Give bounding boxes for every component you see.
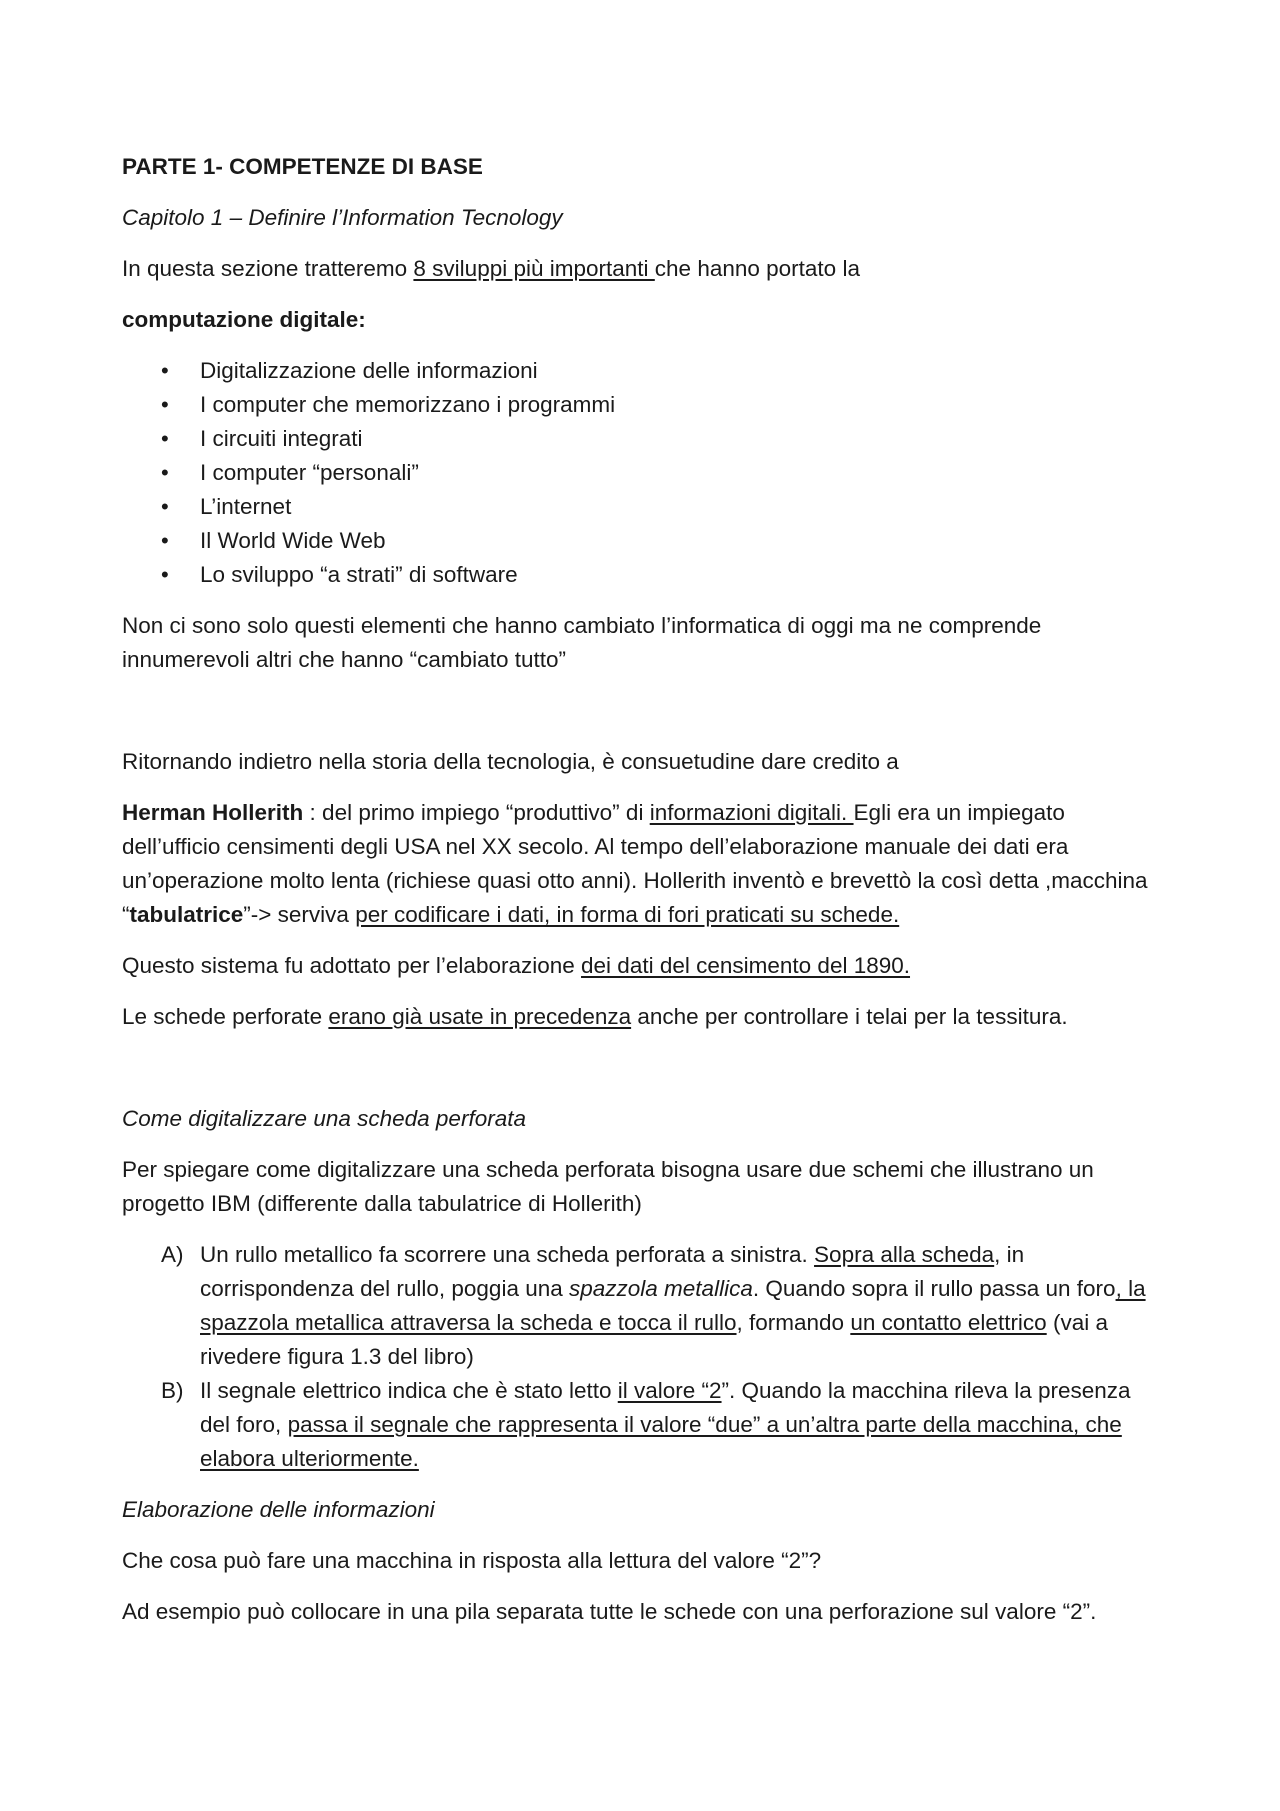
cards-text-1: Le schede perforate	[122, 1004, 329, 1029]
hollerith-underline-2: per codificare i dati, in forma di fori praticati su schede.	[355, 902, 900, 927]
step-a-text-5: (vai a rivedere figura 1.3 del libro)	[200, 1310, 1108, 1369]
step-b-underline-1: il valore “2	[617, 1378, 722, 1403]
step-a-underline-2: , la spazzola metallica attraversa la scheda e tocca il rullo	[200, 1276, 1146, 1335]
cards-underline-1: erano già usate in precedenza	[328, 1004, 632, 1029]
intro-bold-line: computazione digitale:	[122, 307, 366, 332]
changes-paragraph: Non ci sono solo questi elementi che hanno cambiato l’informatica di oggi ma ne comprende innumerevoli altri che hanno “cambiato tutto”	[122, 613, 1042, 672]
list-item: • Digitalizzazione delle informazioni	[122, 354, 1162, 388]
blank-line	[122, 694, 1162, 745]
section-subtitle-processing: Elaborazione delle informazioni	[122, 1497, 435, 1522]
step-a-text-1: Un rullo metallico fa scorrere una scheda perforata a sinistra.	[200, 1242, 815, 1267]
list-item: • I computer “personali”	[122, 456, 1162, 490]
blank-line	[122, 1051, 1162, 1102]
step-a-underline-1: Sopra alla scheda	[814, 1242, 995, 1267]
step-a-text-2: , in corrispondenza del rullo, poggia una	[200, 1242, 1025, 1301]
step-b-text-2: ”. Quando la macchina rileva la presenza del foro,	[200, 1378, 1131, 1437]
example-paragraph: Ad esempio può collocare in una pila separata tutte le schede con una perforazione sul valore “2”.	[122, 1599, 1097, 1624]
step-b-text-1: Il segnale elettrico indica che è stato letto	[200, 1378, 618, 1403]
explain-paragraph: Per spiegare come digitalizzare una scheda perforata bisogna usare due schemi che illustrano un progetto IBM (differente dalla tabulatrice di Hollerith)	[122, 1157, 1094, 1216]
hollerith-underline-1: informazioni digitali.	[649, 800, 854, 825]
step-a-text-3: . Quando sopra il rullo passa un foro	[752, 1276, 1116, 1301]
intro-paragraph	[122, 252, 1162, 286]
census-paragraph	[122, 949, 1162, 983]
census-underline-1: dei dati del censimento del 1890.	[581, 953, 911, 978]
list-item-b	[122, 1374, 1162, 1476]
history-paragraph: Ritornando indietro nella storia della tecnologia, è consuetudine dare credito a	[122, 749, 899, 774]
part-heading: PARTE 1- COMPETENZE DI BASE	[122, 154, 483, 179]
list-item-a	[122, 1238, 1162, 1374]
hollerith-text-3: ”-> serviva	[243, 902, 356, 927]
question-paragraph: Che cosa può fare una macchina in risposta alla lettura del valore “2”?	[122, 1548, 822, 1573]
list-item: • Il World Wide Web	[122, 524, 1162, 558]
step-a-italic-1: spazzola metallica	[569, 1276, 753, 1301]
list-marker-b: B)	[161, 1378, 184, 1403]
ibm-steps-list	[122, 1238, 1162, 1476]
cards-text-2: anche per controllare i telai per la tessitura.	[631, 1004, 1068, 1029]
hollerith-paragraph	[122, 796, 1162, 932]
hollerith-text-2: Egli era un impiegato dell’ufficio censimenti degli USA nel XX secolo. Al tempo dell’elaborazione manuale dei dati era un’operazione molto lenta (richiese quasi otto anni). Hollerith inventò e brevettò la così detta ,macchina “	[122, 800, 1148, 927]
section-subtitle-punchcard: Come digitalizzare una scheda perforata	[122, 1106, 526, 1131]
intro-underline-1: 8 sviluppi più importanti	[413, 256, 655, 281]
tabulatrice-term: tabulatrice	[129, 902, 244, 927]
document-page	[122, 150, 1162, 1646]
list-marker-a: A)	[161, 1242, 184, 1267]
step-a-text-4: , formando	[736, 1310, 851, 1335]
intro-text-2: che hanno portato la	[654, 256, 860, 281]
developments-list	[122, 354, 1162, 592]
list-item: • L’internet	[122, 490, 1162, 524]
census-text-1: Questo sistema fu adottato per l’elaborazione	[122, 953, 582, 978]
cards-paragraph	[122, 1000, 1162, 1034]
chapter-title: Capitolo 1 – Definire l’Information Tecnology	[122, 205, 563, 230]
list-item: • I circuiti integrati	[122, 422, 1162, 456]
step-a-underline-3: un contatto elettrico	[850, 1310, 1047, 1335]
list-item: • I computer che memorizzano i programmi	[122, 388, 1162, 422]
step-b-underline-2: passa il segnale che rappresenta il valore “due” a un’altra parte della macchina, che elabora ulteriormente.	[200, 1412, 1122, 1471]
hollerith-text-1: : del primo impiego “produttivo” di	[309, 800, 650, 825]
intro-text-1: In questa sezione tratteremo	[122, 256, 414, 281]
hollerith-name: Herman Hollerith	[122, 800, 310, 825]
list-item: • Lo sviluppo “a strati” di software	[122, 558, 1162, 592]
